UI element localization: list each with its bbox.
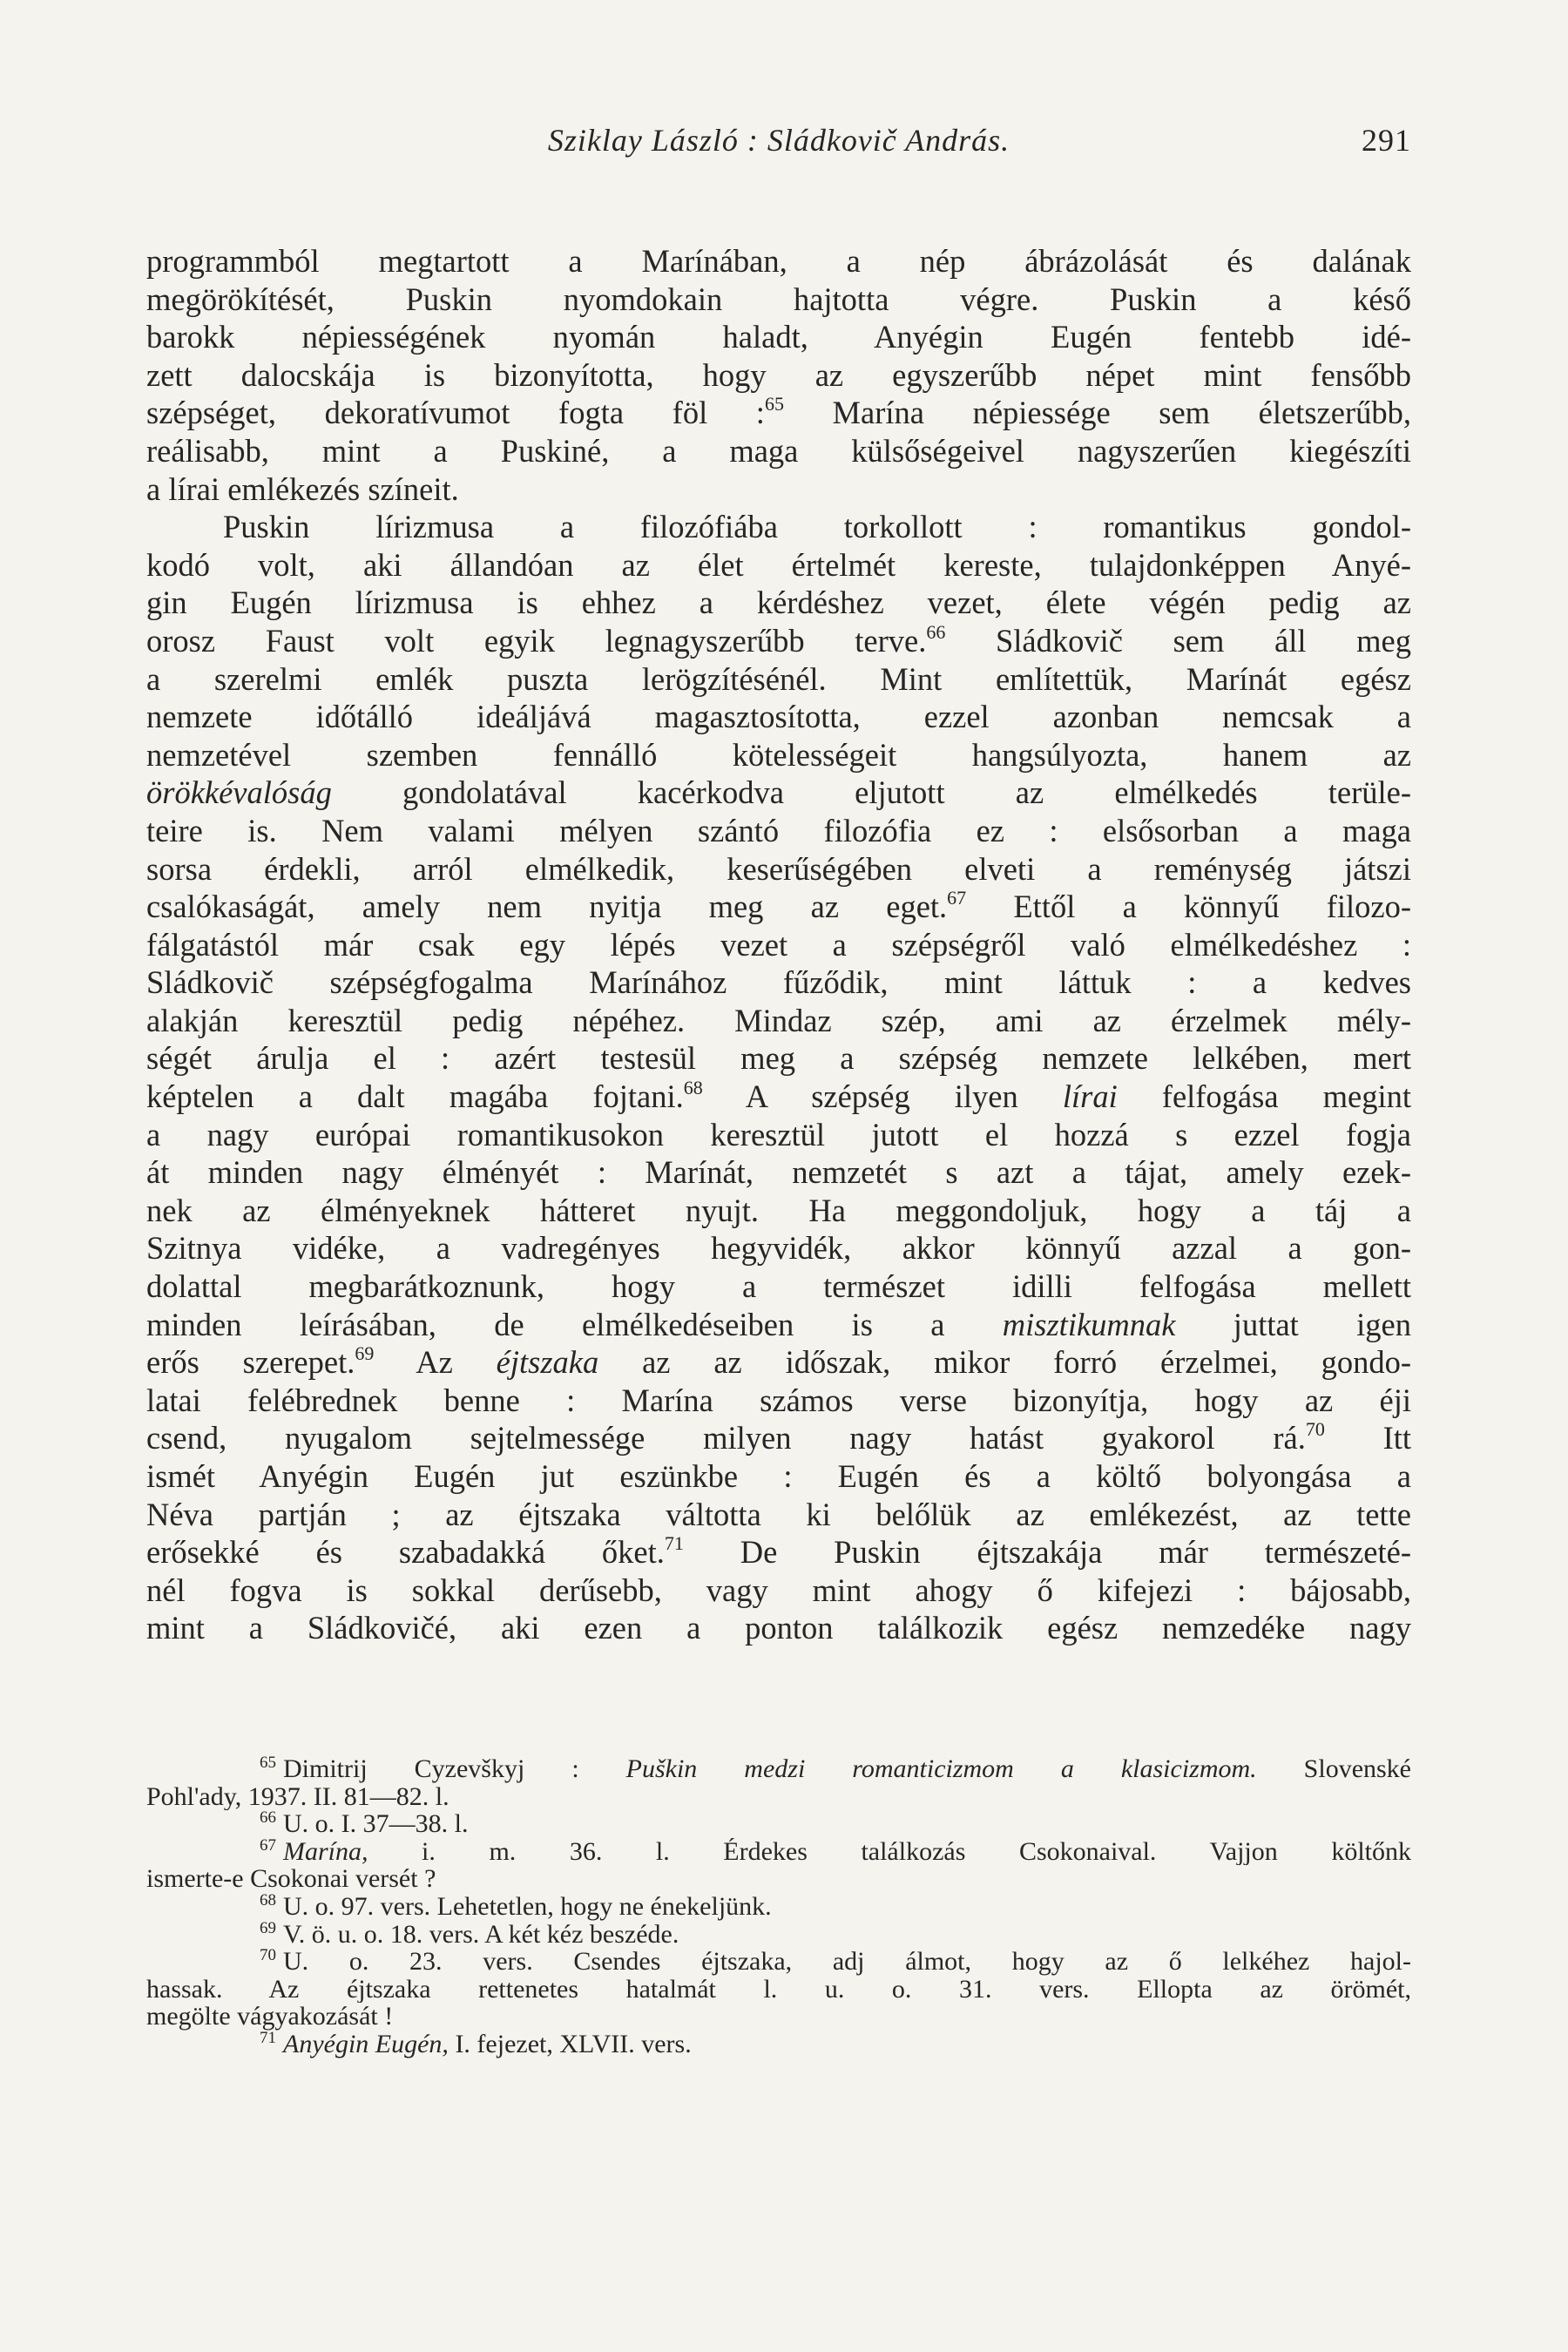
footnote-ref: 70 <box>1305 1419 1325 1441</box>
text-line: megörökítését, Puskin nyomdokain hajtotta végre. Puskin a késő <box>146 280 1411 317</box>
footnote-66: $^{66}$ U. o. I. 37—38. l. <box>260 1810 469 1838</box>
footnote-ref: 71 <box>664 1533 684 1555</box>
text-line: reálisabb, mint a Puskiné, a maga külsőségeivel nagyszerűen kiegészíti <box>146 432 1411 469</box>
text-line: gin Eugén lírizmusa is ehhez a kérdéshez vezet, élete végén pedig az <box>146 585 1411 621</box>
footnotes <box>146 1755 1411 2058</box>
text-line: csend, nyugalom sejtelmessége milyen nagy hatást gyakorol rá.$^{70}$ Itt <box>146 1419 1411 1456</box>
running-title: Sziklay László : Sládkovič András. <box>547 123 1010 158</box>
text-line: nek az élményeknek hátteret nyujt. Ha meggondoljuk, hogy a táj a <box>146 1192 1411 1228</box>
text-line: erősekké és szabadakká őket.$^{71}$ De Puskin éjtszakája már természeté- <box>146 1533 1411 1571</box>
text-line: programmból megtartott a Marínában, a nép ábrázolását és dalának <box>146 243 1411 279</box>
footnote-65-cont: Pohl'ady, 1937. II. 81—82. l. <box>146 1782 449 1811</box>
text-line: mint a Sládkovičé, aki ezen a ponton találkozik egész nemzedéke nagy <box>146 1610 1411 1646</box>
footnote-70-cont: hassak. Az éjtszaka rettenetes hatalmát l. u. o. 31. vers. Ellopta az örömét, <box>146 1975 1411 2004</box>
text-line: erős szerepet.$^{69}$ Az éjtszaka az az időszak, mikor forró érzelmei, gondo- <box>146 1343 1411 1381</box>
footnote-70-cont2: megölte vágyakozását ! <box>146 2003 394 2031</box>
text-line: dolattal megbarátkoznunk, hogy a természet idilli felfogása mellett <box>146 1268 1411 1305</box>
text-line: képtelen a dalt magába fojtani.$^{68}$ A szépség ilyen lírai felfogása megint <box>146 1078 1411 1115</box>
text-line: barokk népiességének nyomán haladt, Anyégin Eugén fentebb idé- <box>146 319 1411 355</box>
text-line: zett dalocskája is bizonyította, hogy az egyszerűbb népet mint fensőbb <box>146 356 1411 393</box>
text-line: örökkévalóság gondolatával kacérkodva eljutott az elmélkedés terüle- <box>146 774 1411 811</box>
text-line: Puskin lírizmusa a filozófiába torkollott : romantikus gondol- <box>223 509 1411 545</box>
text-line: a nagy európai romantikusokon keresztül jutott el hozzá s ezzel fogja <box>146 1116 1411 1152</box>
page-number: 291 <box>1362 123 1411 158</box>
text-line: alakján keresztül pedig népéhez. Mindaz szép, ami az érzelmek mély- <box>146 1002 1411 1038</box>
page-header <box>146 122 1411 162</box>
text-line: Néva partján ; az éjtszaka váltotta ki belőlük az emlékezést, az tette <box>146 1496 1411 1532</box>
text-line: ismét Anyégin Eugén jut eszünkbe : Eugén és a költő bolyongása a <box>146 1458 1411 1494</box>
text-line: nél fogva is sokkal derűsebb, vagy mint ahogy ő kifejezi : bájosabb, <box>146 1571 1411 1608</box>
footnote-ref: 67 <box>947 888 967 909</box>
footnote-65: $^{65}$ Dimitrij Cyzevškyj : Puškin medzi romanticizmom a klasicizmom. Slovenské <box>260 1755 1411 1783</box>
text-line: szépséget, dekoratívumot fogta föl :$^{65}$ Marína népiessége sem életszerűbb, <box>146 394 1411 431</box>
footnote-ref: 66 <box>926 621 946 643</box>
text-line: fálgatástól már csak egy lépés vezet a szépségről való elmélkedéshez : <box>146 926 1411 963</box>
text-line: kodó volt, aki állandóan az élet értelmét kereste, tulajdonképpen Anyé- <box>146 546 1411 583</box>
text-line: orosz Faust volt egyik legnagyszerűbb terve.$^{66}$ Sládkovič sem áll meg <box>146 621 1411 659</box>
footnote-67: $^{67}$ Marína, i. m. 36. l. Érdekes találkozás Csokonaival. Vajjon költőnk <box>260 1837 1411 1866</box>
footnote-70: $^{70}$ U. o. 23. vers. Csendes éjtszaka, adj álmot, hogy az ő lelkéhez hajol- <box>260 1948 1411 1976</box>
footnote-67-cont: ismerte-e Csokonai versét ? <box>146 1865 436 1893</box>
footnote-71: $^{71}$ Anyégin Eugén, I. fejezet, XLVII. vers. <box>260 2030 692 2058</box>
text-line: a szerelmi emlék puszta lerögzítésénél. Mint említettük, Marínát egész <box>146 660 1411 697</box>
text-line: át minden nagy élményét : Marínát, nemzetét s azt a tájat, amely ezek- <box>146 1154 1411 1191</box>
text-line: nemzete időtálló ideáljává magasztosította, ezzel azonban nemcsak a <box>146 699 1411 735</box>
text-line: nemzetével szemben fennálló kötelességeit hangsúlyozta, hanem az <box>146 736 1411 773</box>
footnote-ref: 68 <box>683 1078 703 1098</box>
text-line: latai felébrednek benne : Marína számos verse bizonyítja, hogy az éji <box>146 1382 1411 1418</box>
text-line: Szitnya vidéke, a vadregényes hegyvidék, akkor könnyű azzal a gon- <box>146 1230 1411 1267</box>
footnote-ref: 65 <box>764 394 784 416</box>
text-line: sorsa érdekli, arról elmélkedik, keserűségében elveti a reménység játszi <box>146 850 1411 887</box>
text-line: csalókaságát, amely nem nyitja meg az eget.$^{67}$ Ettől a könnyű filozo- <box>146 888 1411 925</box>
text-line: minden leírásában, de elmélkedéseiben is a misztikumnak juttat igen <box>146 1306 1411 1342</box>
footnote-68: $^{68}$ U. o. 97. vers. Lehetetlen, hogy ne énekeljünk. <box>260 1892 772 1921</box>
text-line: ségét árulja el : azért testesül meg a szépség nemzete lelkében, mert <box>146 1040 1411 1077</box>
text-line: a lírai emlékezés színeit. <box>146 470 459 507</box>
text-line: teire is. Nem valami mélyen szántó filozófia ez : elsősorban a maga <box>146 812 1411 848</box>
footnote-ref: 69 <box>355 1343 375 1365</box>
text-line: Sládkovič szépségfogalma Marínához fűződik, mint láttuk : a kedves <box>146 964 1411 1001</box>
footnote-69: $^{69}$ V. ö. u. o. 18. vers. A két kéz beszéde. <box>260 1920 679 1949</box>
body-text <box>146 242 1411 1647</box>
